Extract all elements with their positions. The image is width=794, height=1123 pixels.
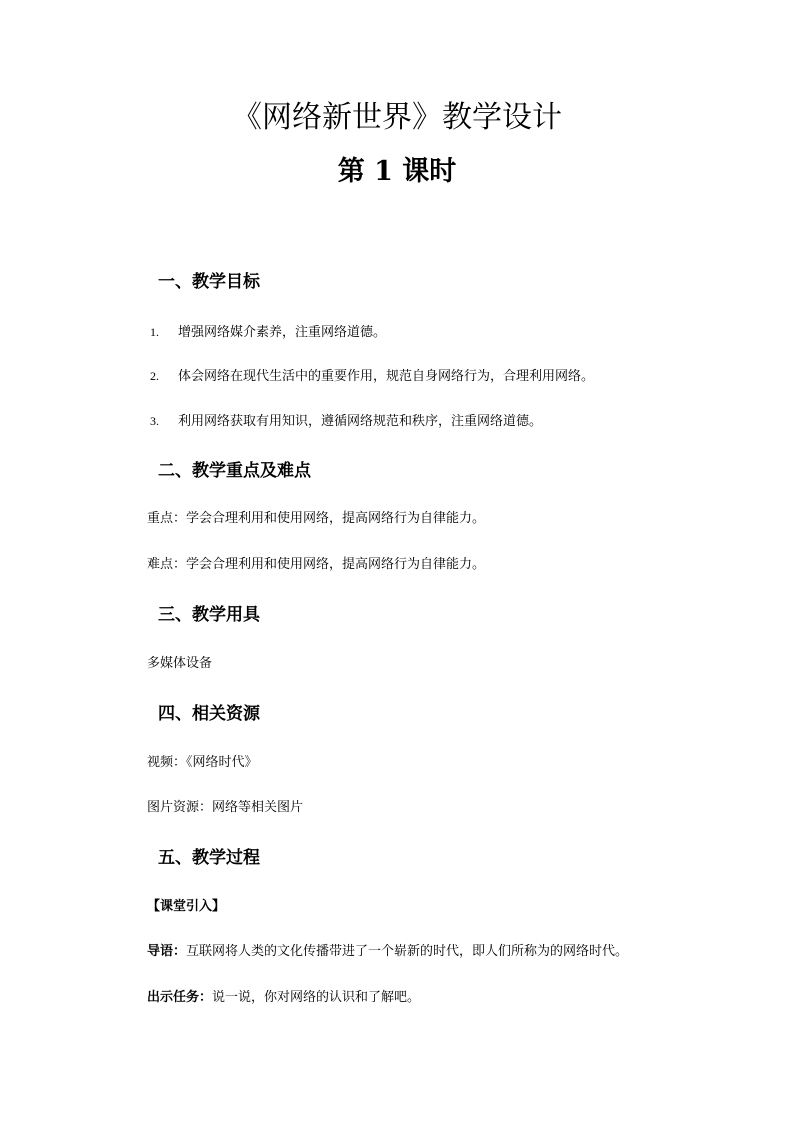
tools-text: 多媒体设备 bbox=[147, 656, 213, 671]
objective-number: 3. bbox=[150, 414, 159, 428]
guide-label: 导语： bbox=[147, 944, 187, 959]
task-label: 出示任务： bbox=[147, 990, 213, 1005]
resource-images: 图片资源：网络等相关图片 bbox=[147, 800, 304, 815]
guide-text: 互联网将人类的文化传播带进了一个崭新的时代，即人们所称为的网络时代。 bbox=[186, 944, 629, 959]
heading-tools: 三、教学用具 bbox=[158, 605, 260, 625]
document-title: 《网络新世界》教学设计 bbox=[232, 100, 562, 135]
objective-number: 2. bbox=[150, 369, 159, 383]
objective-text: 体会网络在现代生活中的重要作用，规范自身网络行为，合理利用网络。 bbox=[178, 369, 595, 384]
heading-key-points: 二、教学重点及难点 bbox=[158, 461, 311, 481]
objective-text: 利用网络获取有用知识，遵循网络规范和秩序，注重网络道德。 bbox=[178, 414, 543, 429]
lesson-number: 第 1 课时 bbox=[337, 156, 457, 187]
key-point-difficulty: 难点：学会合理利用和使用网络，提高网络行为自律能力。 bbox=[147, 557, 486, 572]
heading-objectives: 一、教学目标 bbox=[158, 272, 260, 292]
task-paragraph bbox=[147, 988, 420, 1008]
guide-paragraph bbox=[147, 942, 628, 962]
objective-number: 1. bbox=[150, 325, 159, 339]
intro-label: 【课堂引入】 bbox=[147, 899, 226, 914]
objective-text: 增强网络媒介素养，注重网络道德。 bbox=[178, 325, 387, 340]
task-text: 说一说，你对网络的认识和了解吧。 bbox=[212, 990, 421, 1005]
objective-item bbox=[150, 322, 386, 343]
key-point-focus: 重点：学会合理利用和使用网络，提高网络行为自律能力。 bbox=[147, 511, 486, 526]
objective-item bbox=[150, 411, 542, 432]
heading-resources: 四、相关资源 bbox=[158, 704, 260, 724]
heading-process: 五、教学过程 bbox=[158, 848, 260, 868]
objective-item bbox=[150, 366, 594, 387]
resource-video: 视频：《网络时代》 bbox=[147, 755, 258, 770]
